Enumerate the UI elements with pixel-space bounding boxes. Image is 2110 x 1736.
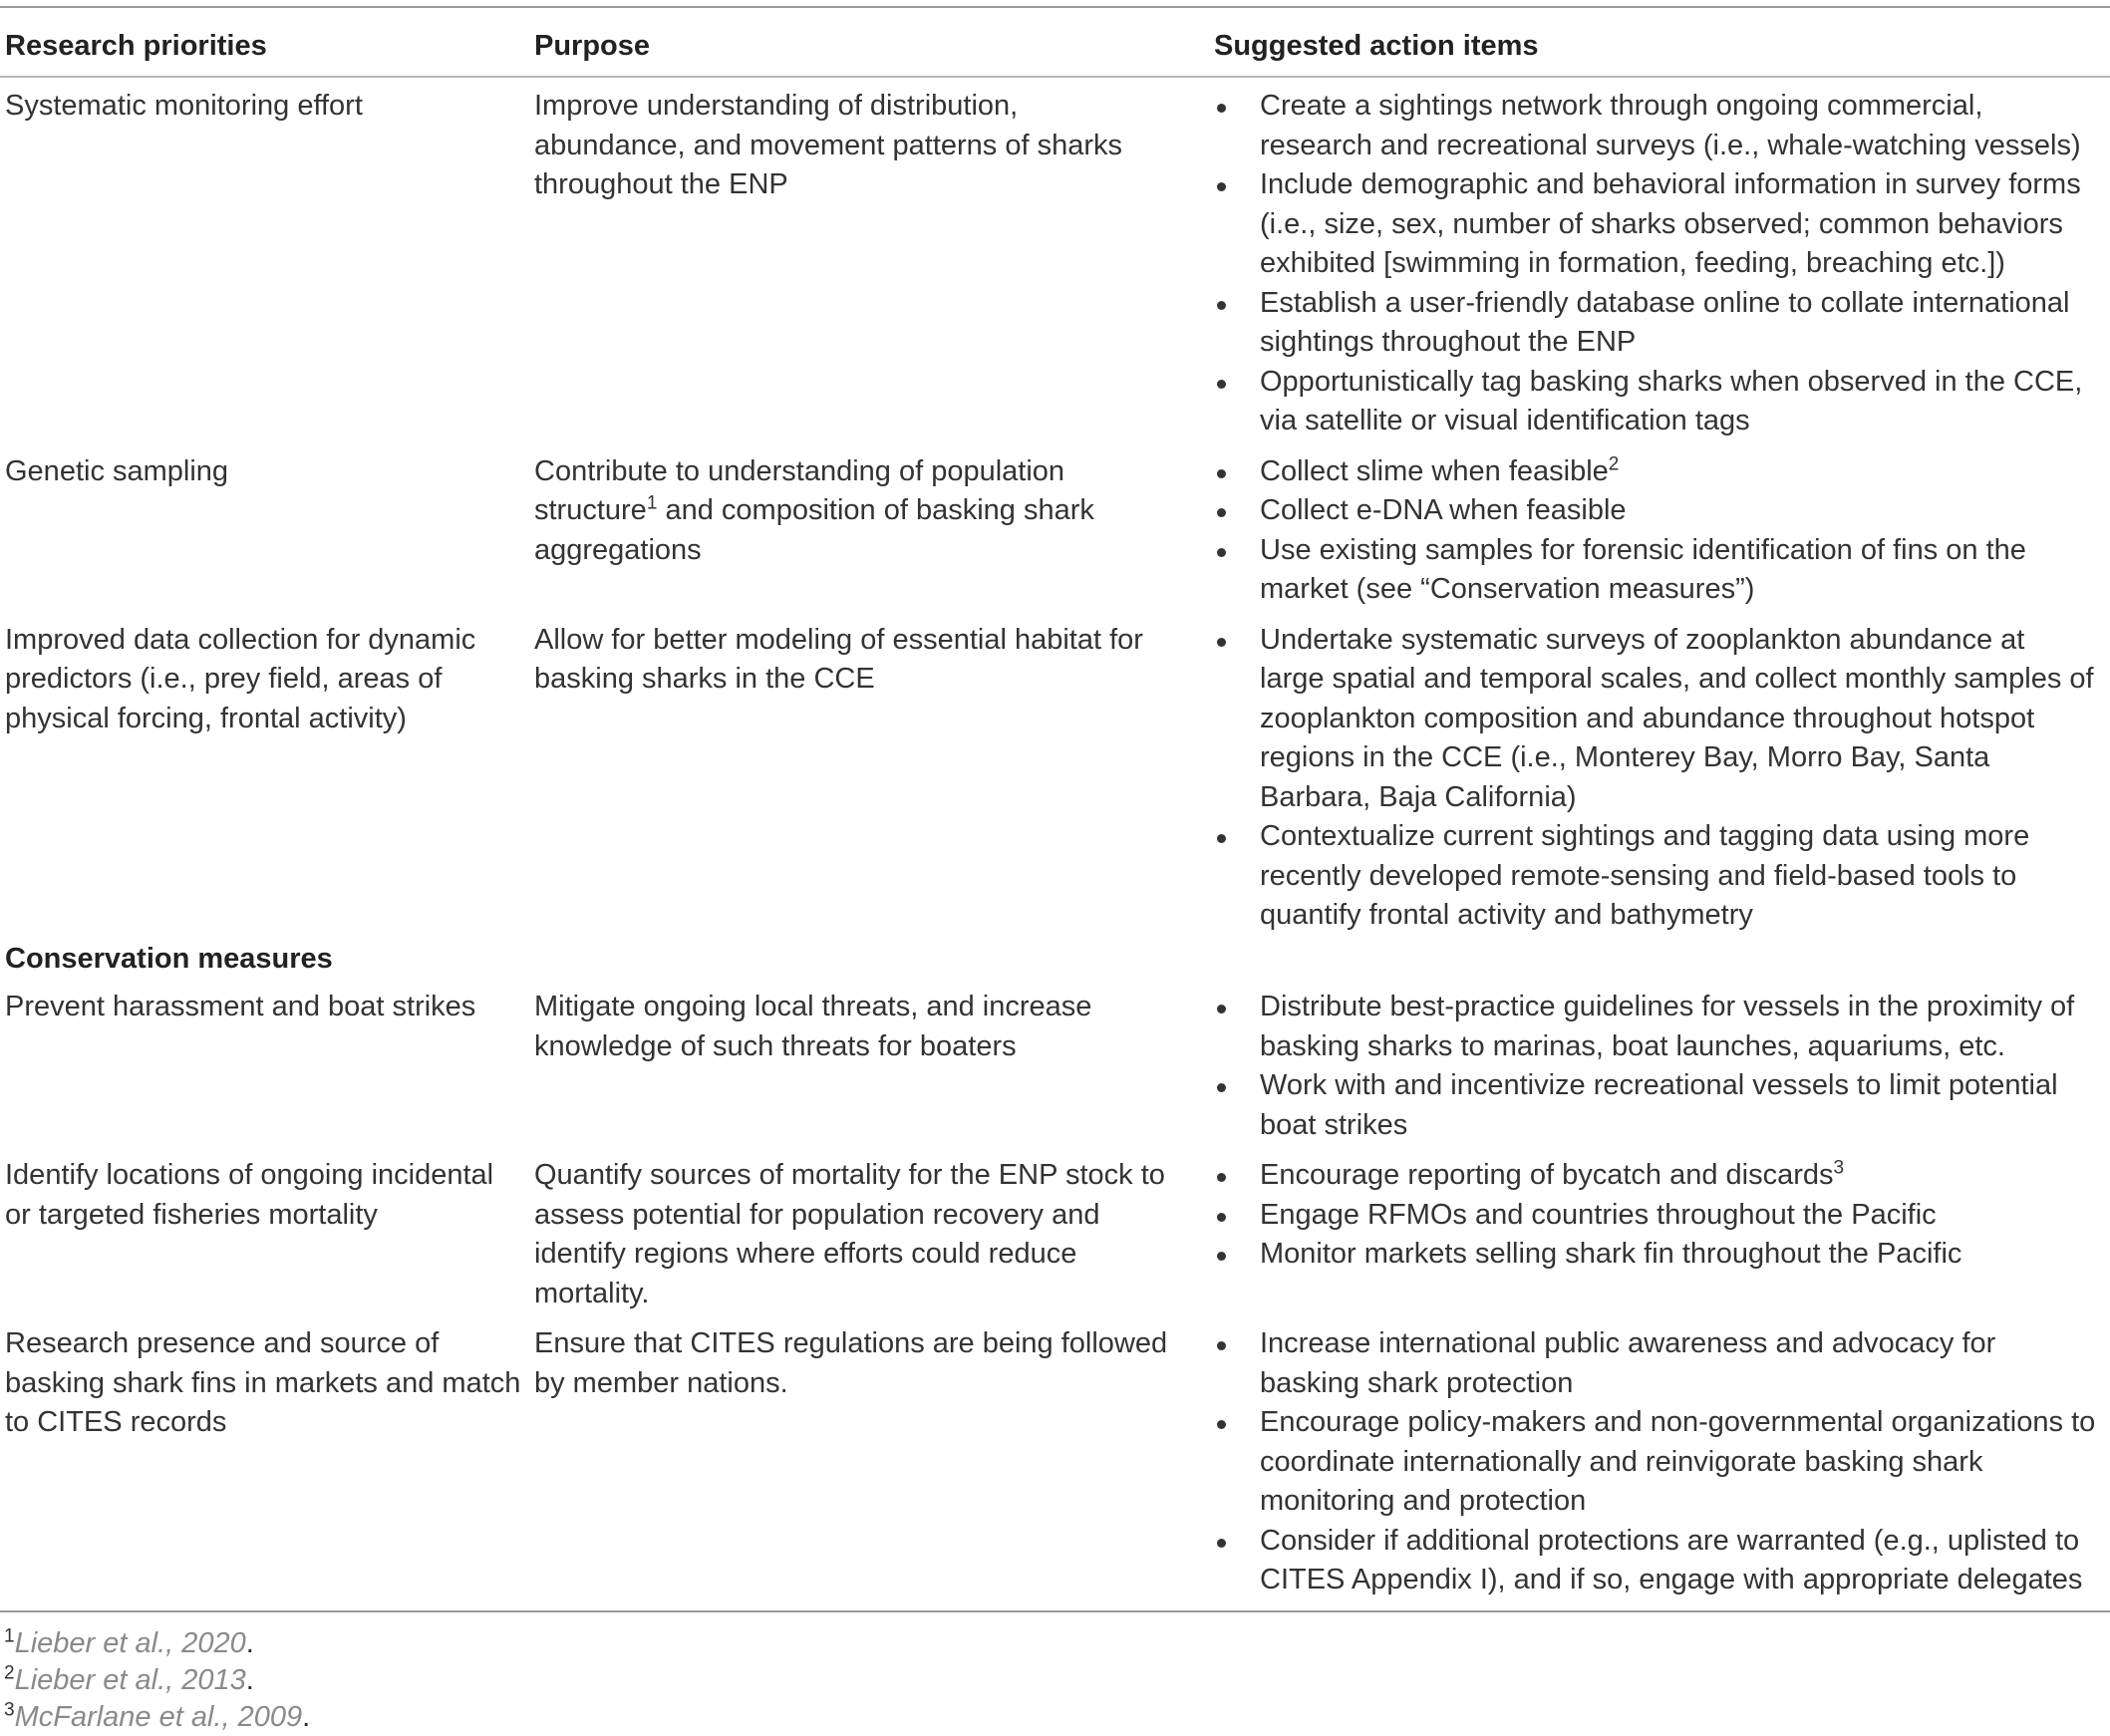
list-item: Opportunistically tag basking sharks when observed in the CCE, via satellite or visual identification tags <box>1213 363 2096 441</box>
bullet-icon <box>1217 301 1226 310</box>
purpose-cell: Mitigate ongoing local threats, and increase knowledge of such threats for boaters <box>534 991 1092 1062</box>
citation-link[interactable]: McFarlane et al., 2009 <box>14 1701 303 1733</box>
list-item: Include demographic and behavioral information in survey forms (i.e., size, sex, number of sharks observed; common behaviors exhibited [swimming in formation, feeding, breaching etc.]) <box>1213 165 2096 284</box>
footnote-ref: 3 <box>1833 1157 1845 1179</box>
priority-cell: Identify locations of ongoing incidental or targeted fisheries mortality <box>5 1159 494 1231</box>
list-item: Encourage policy-makers and non-governmental organizations to coordinate internationally and reinvigorate basking shark monitoring and protection <box>1213 1403 2096 1522</box>
action-list <box>1213 1156 2096 1275</box>
actions-cell <box>1213 614 2110 940</box>
table-row <box>0 1317 2110 1604</box>
section-heading-conservation: Conservation measures <box>5 942 333 975</box>
bullet-icon <box>1217 508 1226 517</box>
actions-cell <box>1213 981 2110 1149</box>
table-header-row <box>0 8 2110 80</box>
bullet-icon <box>1217 638 1226 647</box>
bullet-icon <box>1217 1539 1226 1548</box>
bullet-icon <box>1217 1005 1226 1013</box>
table-row <box>0 1149 2110 1317</box>
section-row <box>0 940 2110 982</box>
list-item: Increase international public awareness and advocacy for basking shark protection <box>1213 1324 2096 1403</box>
bullet-icon <box>1217 1213 1226 1222</box>
bullet-icon <box>1217 182 1226 191</box>
footnote: $^3$McFarlane et al., 2009. <box>4 1699 311 1733</box>
action-list <box>1213 452 2096 610</box>
citation-link[interactable]: Lieber et al., 2013 <box>14 1664 246 1696</box>
header-purpose: Purpose <box>534 29 651 62</box>
bullet-icon <box>1217 1083 1226 1092</box>
action-list <box>1213 87 2096 441</box>
purpose-cell: Allow for better modeling of essential habitat for basking sharks in the CCE <box>534 623 1143 695</box>
list-item: Collect e-DNA when feasible <box>1213 491 2096 531</box>
list-item: Contextualize current sightings and tagging data using more recently developed remote-sensing and field-based tools to quantify frontal activity and bathymetry <box>1213 817 2096 936</box>
header-suggested-actions: Suggested action items <box>1214 29 1539 62</box>
actions-cell <box>1213 1317 2110 1604</box>
footnote-ref: 1 <box>646 492 658 514</box>
footnote: $^2$Lieber et al., 2013. <box>4 1662 254 1696</box>
footnotes <box>4 1625 310 1736</box>
table-row <box>0 80 2110 445</box>
purpose-cell: Improve understanding of distribution, abundance, and movement patterns of sharks throughout the ENP <box>534 90 1123 200</box>
header-research-priorities: Research priorities <box>5 29 267 62</box>
actions-cell <box>1213 80 2110 445</box>
priorities-table <box>0 8 2110 1604</box>
list-item: Use existing samples for forensic identification of fins on the market (see “Conservation measures”) <box>1213 531 2096 610</box>
bullet-icon <box>1217 1341 1226 1350</box>
bullet-icon <box>1217 548 1226 557</box>
bullet-icon <box>1217 469 1226 478</box>
action-list <box>1213 1324 2096 1600</box>
priority-cell: Prevent harassment and boat strikes <box>5 991 476 1022</box>
table-row <box>0 614 2110 940</box>
list-item: Establish a user-friendly database online to collate international sightings throughout the ENP <box>1213 284 2096 363</box>
priority-cell: Research presence and source of basking shark fins in markets and match to CITES records <box>5 1327 521 1438</box>
action-list <box>1213 621 2096 936</box>
actions-cell <box>1213 1149 2110 1317</box>
action-list <box>1213 988 2096 1145</box>
priority-cell: Improved data collection for dynamic predictors (i.e., prey field, areas of physical forcing, frontal activity) <box>5 623 476 734</box>
priority-cell: Systematic monitoring effort <box>5 90 363 122</box>
list-item: Work with and incentivize recreational vessels to limit potential boat strikes <box>1213 1066 2096 1145</box>
list-item: Monitor markets selling shark fin throughout the Pacific <box>1213 1235 2096 1275</box>
bottom-rule <box>0 1610 2110 1612</box>
purpose-cell: Ensure that CITES regulations are being followed by member nations. <box>534 1327 1168 1399</box>
priority-cell: Genetic sampling <box>5 454 229 487</box>
purpose-cell: Contribute to understanding of population structure$^1$ and composition of basking shark aggregations <box>534 454 1094 566</box>
list-item: Encourage reporting of bycatch and discards$^3$ <box>1213 1156 2096 1196</box>
actions-cell <box>1213 445 2110 614</box>
table-row <box>0 445 2110 614</box>
table-row <box>0 981 2110 1149</box>
bullet-icon <box>1217 834 1226 843</box>
list-item: Distribute best-practice guidelines for vessels in the proximity of basking sharks to marinas, boat launches, aquariums, etc. <box>1213 988 2096 1066</box>
bullet-icon <box>1217 1252 1226 1261</box>
bullet-icon <box>1217 380 1226 389</box>
citation-link[interactable]: Lieber et al., 2020 <box>14 1627 246 1659</box>
list-item: Consider if additional protections are warranted (e.g., uplisted to CITES Appendix I), and if so, engage with appropriate delegates <box>1213 1522 2096 1600</box>
list-item: Collect slime when feasible$^2$ <box>1213 452 2096 492</box>
bullet-icon <box>1217 1173 1226 1182</box>
bullet-icon <box>1217 1420 1226 1429</box>
list-item: Engage RFMOs and countries throughout the Pacific <box>1213 1196 2096 1236</box>
list-item: Create a sightings network through ongoing commercial, research and recreational surveys (i.e., whale-watching vessels) <box>1213 87 2096 165</box>
purpose-cell: Quantify sources of mortality for the ENP stock to assess potential for population recovery and identify regions where efforts could reduce mortality. <box>534 1159 1165 1309</box>
footnote: $^1$Lieber et al., 2020. <box>4 1625 254 1659</box>
footnote-ref: 2 <box>1608 452 1620 474</box>
bullet-icon <box>1217 104 1226 113</box>
list-item: Undertake systematic surveys of zooplankton abundance at large spatial and temporal scales, and collect monthly samples of zooplankton composition and abundance throughout hotspot regions in the CCE (i.e., Monterey Bay, Morro Bay, Santa Barbara, Baja California) <box>1213 621 2096 818</box>
